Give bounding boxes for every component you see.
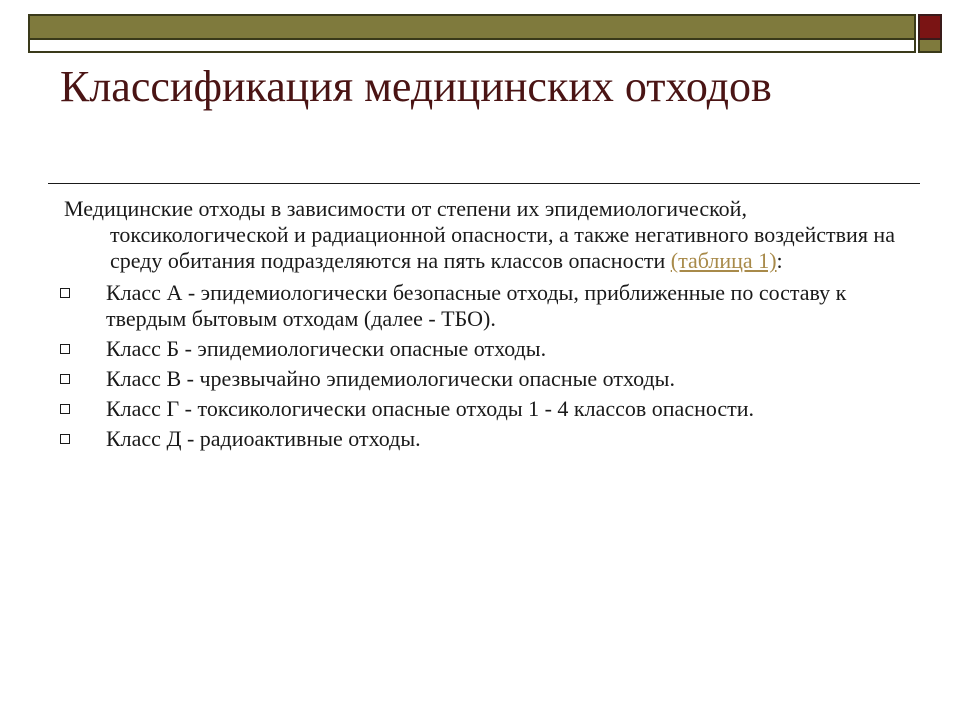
square-bullet-icon xyxy=(60,344,70,354)
square-bullet-icon xyxy=(60,288,70,298)
intro-text: Медицинские отходы в зависимости от степени их эпидемиологической, токсикологической и радиационной опасности, а также негативного воздействия на среду обитания подразделяются на пять классов опасности xyxy=(64,196,895,273)
list-item-text: Класс А - эпидемиологически безопасные отходы, приближенные по составу к твердым бытовым отходам (далее - ТБО). xyxy=(106,280,847,331)
slide-title: Классификация медицинских отходов xyxy=(60,62,772,111)
list-item xyxy=(60,280,910,332)
square-bullet-icon xyxy=(60,434,70,444)
intro-paragraph xyxy=(60,196,910,274)
square-bullet-icon xyxy=(60,374,70,384)
list-item-text: Класс Г - токсикологически опасные отходы 1 - 4 классов опасности. xyxy=(106,396,755,421)
table-1-link[interactable]: (таблица 1) xyxy=(670,248,777,273)
intro-suffix: : xyxy=(776,248,783,273)
list-item-text: Класс В - чрезвычайно эпидемиологически опасные отходы. xyxy=(106,366,675,391)
title-divider xyxy=(48,183,920,184)
list-item xyxy=(60,396,910,422)
list-item xyxy=(60,426,910,452)
corner-block-dark xyxy=(918,14,942,40)
square-bullet-icon xyxy=(60,404,70,414)
header-bar-lower xyxy=(28,40,916,53)
list-item xyxy=(60,336,910,362)
header-bar xyxy=(28,14,916,40)
waste-class-list xyxy=(60,280,910,452)
list-item-text: Класс Б - эпидемиологически опасные отходы. xyxy=(106,336,547,361)
slide-content xyxy=(60,196,910,456)
list-item xyxy=(60,366,910,392)
corner-block-light xyxy=(918,40,942,53)
list-item-text: Класс Д - радиоактивные отходы. xyxy=(106,426,421,451)
